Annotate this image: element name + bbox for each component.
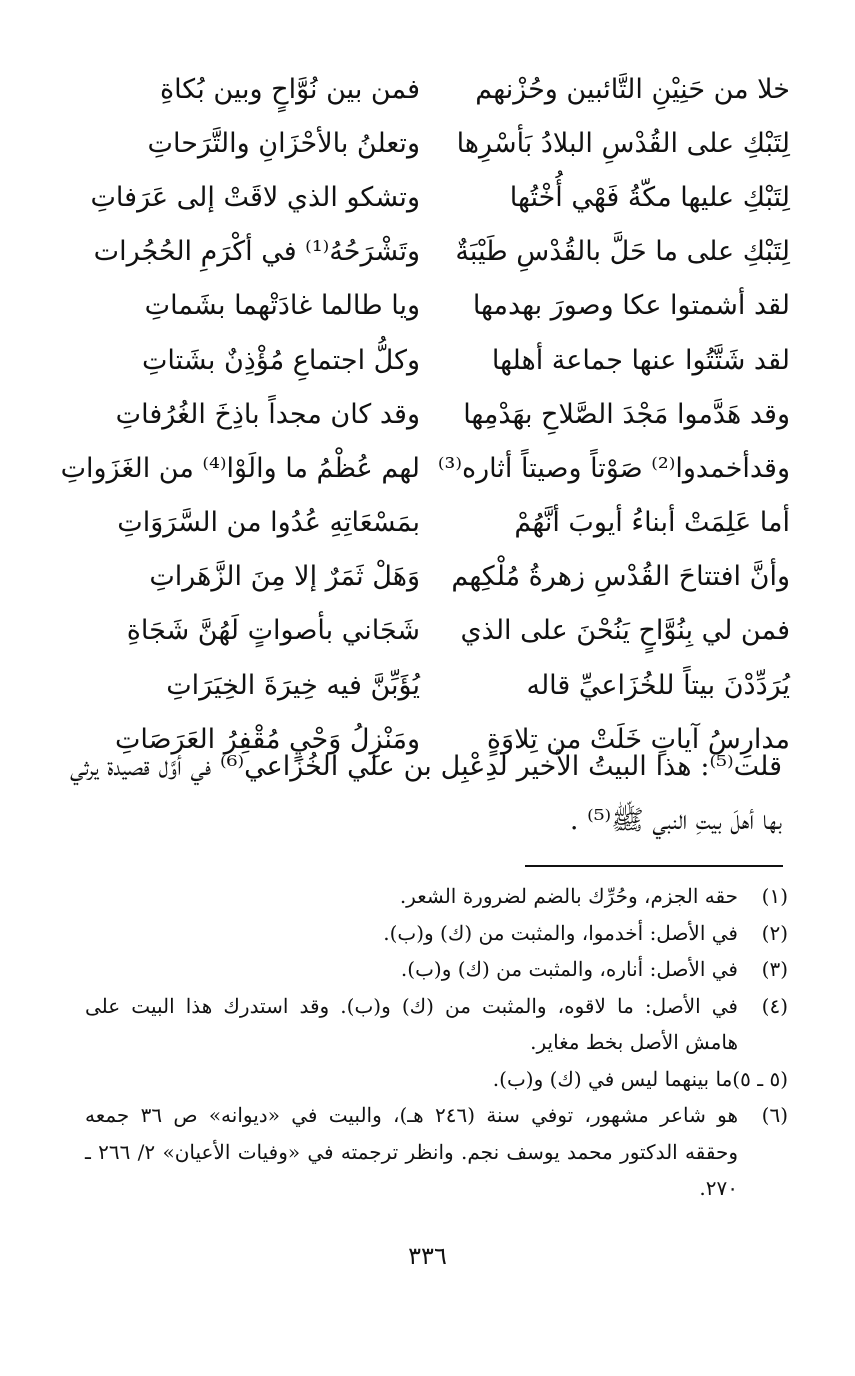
footnote: [85, 951, 788, 988]
footnote: [85, 988, 788, 1061]
commentary-paragraph: قلت⁽⁵⁾: هذا البيتُ الأخير لدِعْبِل بن علي الخُزَاعي⁽⁶⁾ في أوَّل قصيدة يرثي بها أهلَ بيتِ النبي ﷺ⁽⁵⁾ .: [70, 751, 782, 836]
verse-second-hemistich: وتشكو الذي لاقَتْ إلى عَرَفاتِ: [90, 181, 420, 213]
footnotes: [85, 878, 788, 1207]
verse-first-hemistich: خلا من حَنِيْنِ التَّائبين وحُزْنهم: [475, 73, 790, 105]
verse-first-hemistich: يُرَدِّدْنَ بيتاً للخُزَاعيِّ قاله: [526, 669, 790, 701]
verse-second-hemistich: وكلُّ اجتماعِ مُؤْذِنٌ بشَتاتِ: [141, 344, 420, 376]
verse-row: [70, 170, 790, 224]
verse-first-hemistich: لقد شَتَّتُوا عنها جماعة أهلها: [491, 344, 790, 376]
footnote-text: ما بينهما ليس في (ك) و(ب).: [492, 1066, 733, 1091]
verse-second-hemistich: لهم عُظْمُ ما والَوْا⁽⁴⁾ من الغَزَواتِ: [60, 452, 420, 484]
footnote-text: في الأصل: ما لاقوه، والمثبت من (ك) و(ب). وقد استدرك هذا البيت على هامش الأصل بخط مغاير.: [85, 993, 738, 1054]
footnote: [85, 1097, 788, 1207]
verse-second-hemistich: فمن بين نُوَّاحٍ وبين بُكاةِ: [159, 73, 420, 105]
footnote-number: (٦): [761, 1103, 788, 1127]
footnote-separator: [525, 865, 783, 867]
footnote-text: حقه الجزم، وحُرِّك بالضم لضرورة الشعر.: [399, 884, 738, 908]
verse-row: [70, 604, 790, 658]
footnote-text: هو شاعر مشهور، توفي سنة (٢٤٦ هـ)، والبيت في «ديوانه» ص ٣٦ جمعه وحققه الدكتور محمد يوسف نجم. وانظر ترجمته في «وفيات الأعيان» ٢/ ٢٦٦ ـ ٢٧٠.: [85, 1103, 739, 1200]
footnote-number: (٣): [761, 957, 788, 981]
verse-row: [70, 496, 790, 550]
verse-row: [60, 441, 790, 495]
poem-verses: [60, 62, 790, 766]
footnote: [85, 1061, 788, 1098]
verse-second-hemistich: شَجَاني بأصواتٍ لَهُنَّ شَجَاةِ: [126, 615, 420, 647]
verse-first-hemistich: أما عَلِمَتْ أبناءُ أيوبَ أنَّهُمْ: [514, 507, 790, 539]
footnote-number: (٥ ـ ٥): [732, 1066, 788, 1091]
footnote: [85, 915, 788, 952]
verse-second-hemistich: ومَنْزِلُ وَحْيٍ مُقْفِرُ العَرَصَاتِ: [114, 723, 420, 755]
verse-second-hemistich: بمَسْعَاتِهِ عُدُوا من السَّرَوَاتِ: [117, 507, 420, 539]
footnote-text: في الأصل: أخدموا، والمثبت من (ك) و(ب).: [383, 920, 738, 945]
verse-first-hemistich: مدارِسُ آياتٍ خَلَتْ من تِلاوَةٍ: [486, 723, 790, 755]
verse-second-hemistich: وَهَلْ ثَمَرٌ إلا مِنَ الزَّهَراتِ: [149, 561, 420, 593]
page-number: ٣٣٦: [408, 1242, 447, 1270]
footnote-text: في الأصل: أناره، والمثبت من (ك) و(ب).: [400, 957, 738, 981]
verse-row: [70, 550, 790, 604]
footnote: [85, 878, 788, 915]
verse-first-hemistich: فمن لي بِنُوَّاحٍ يَنُحْنَ على الذي: [460, 615, 790, 647]
verse-first-hemistich: لِتَبْكِ عليها مكّةُ فَهْي أُخْتُها: [509, 181, 790, 213]
verse-row: [70, 658, 790, 712]
verse-second-hemistich: وتعلنُ بالأحْزَانِ والتَّرَحاتِ: [147, 127, 420, 159]
footnote-number: (٤): [761, 993, 788, 1018]
verse-row: [70, 387, 790, 441]
verse-second-hemistich: وقد كان مجداً باذِخَ الغُرُفاتِ: [115, 398, 420, 430]
verse-second-hemistich: يُؤَبِّنَّ فيه خِيرَةَ الخِيَرَاتِ: [166, 669, 420, 701]
verse-second-hemistich: ويا طالما غادَتْهما بشَماتِ: [144, 290, 420, 322]
verse-first-hemistich: لِتَبْكِ على ما حَلَّ بالقُدْسِ طَيْبَةٌ: [455, 236, 790, 268]
verse-row: [70, 62, 790, 116]
verse-second-hemistich: وتَشْرَحُهُ⁽¹⁾ في أكْرَمِ الحُجُرات: [93, 236, 420, 268]
footnote-number: (٢): [761, 920, 788, 945]
footnote-number: (١): [761, 884, 788, 908]
verse-first-hemistich: لِتَبْكِ على القُدْسِ البلادُ بَأسْرِها: [456, 127, 790, 159]
verse-first-hemistich: وقد هَدَّموا مَجْدَ الصَّلاحِ بهَدْمِها: [463, 398, 790, 430]
verse-first-hemistich: لقد أشمتوا عكا وصورَ بهدمها: [472, 290, 790, 322]
verse-first-hemistich: وأنَّ افتتاحَ القُدْسِ زهرةُ مُلْكِهم: [451, 561, 790, 593]
verse-row: [70, 279, 790, 333]
verse-row: [70, 225, 790, 279]
verse-row: [70, 333, 790, 387]
verse-row: [70, 116, 790, 170]
verse-first-hemistich: وقدأخمدوا⁽²⁾ صَوْتاً وصيتاً أثاره⁽³⁾: [437, 452, 790, 484]
